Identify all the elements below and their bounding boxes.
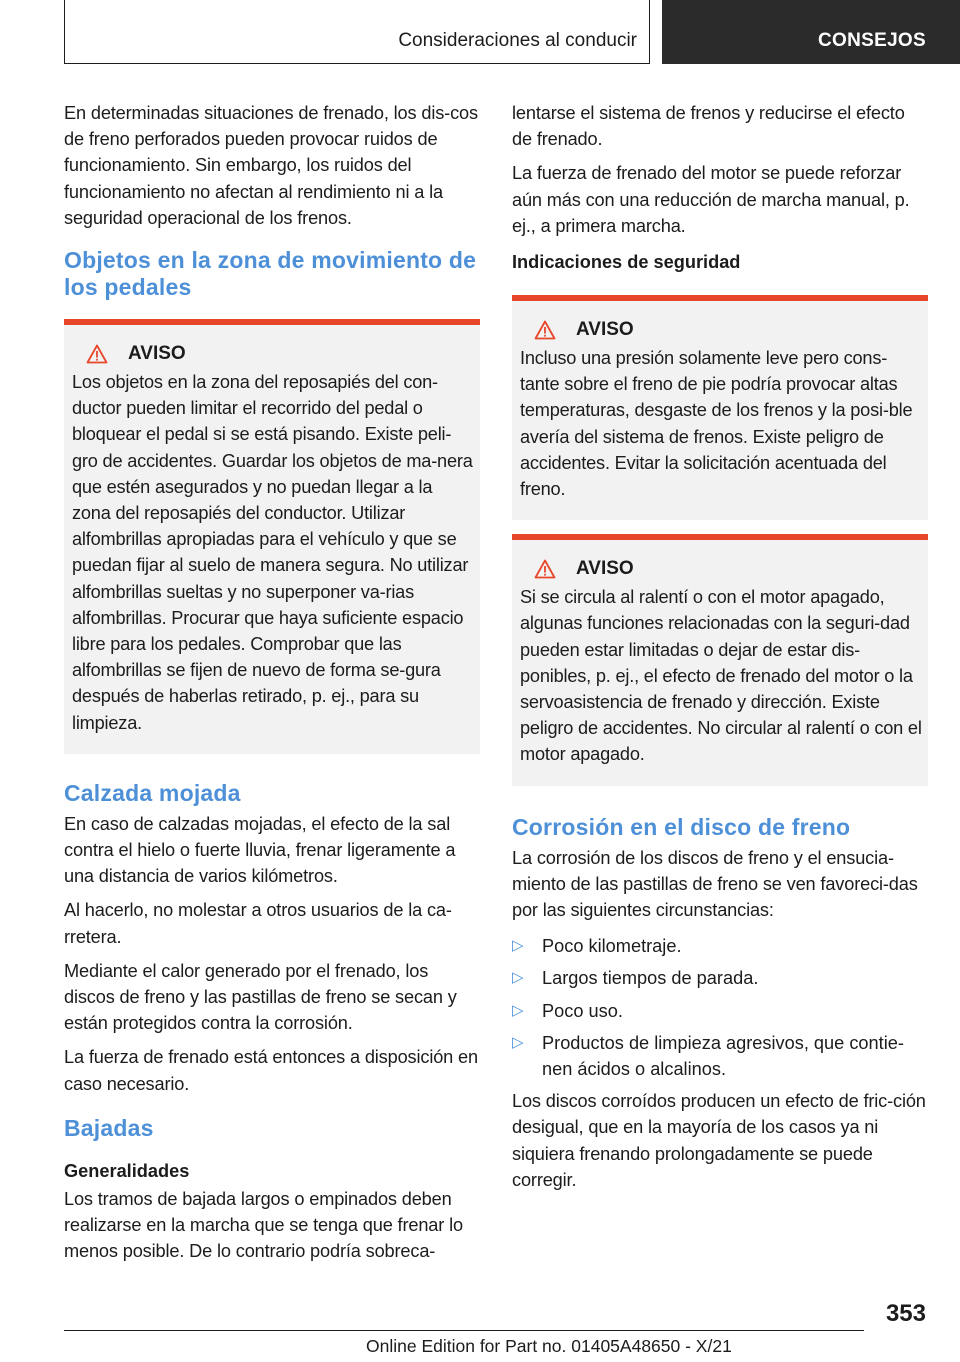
warning-box-ralenti: [512, 534, 928, 785]
list-item: ▷ Productos de limpieza agresivos, que contie-nen ácidos o alcalinos.: [512, 1030, 928, 1082]
warning-box-pedales: [64, 319, 480, 754]
right-column: [512, 100, 928, 1201]
warning-text: Si se circula al ralentí o con el motor apagado, algunas funciones relacionadas con la seguri-dad pueden estar limitadas o dejar de estar dis-ponibles, p. ej., el efecto de frenado del motor o la servoasistencia de frenado y dirección. Existe peligro de accidentes. No circular al ralentí o con el motor apagado.: [520, 587, 922, 765]
subheading-generalidades: Generalidades: [64, 1160, 190, 1181]
mojada-paragraph-3: Mediante el calor generado por el frenado, los discos de freno y las pastillas de freno se secan y están protegidos contra la corrosión.: [64, 960, 457, 1034]
section-title: CONSEJOS: [818, 30, 926, 51]
mojada-paragraph-2: Al hacerlo, no molestar a otros usuarios de la ca-rretera.: [64, 900, 452, 947]
chapter-tab: [64, 0, 650, 64]
warning-header: [72, 343, 474, 365]
list-item: ▷ Poco uso.: [512, 998, 928, 1024]
warning-text: Incluso una presión solamente leve pero cons-tante sobre el freno de pie podría provocar altas temperaturas, desgaste de los frenos y la posi-ble avería del sistema de frenos. Existe peligro de accidentes. Evitar la solicitación acentuada del freno.: [520, 348, 913, 500]
bajadas-paragraph: Los tramos de bajada largos o empinados deben realizarse en la marcha que se tenga que frenar lo menos posible. De lo contrario podría sobreca-: [64, 1188, 463, 1262]
intro-paragraph: En determinadas situaciones de frenado, los dis-cos de freno perforados pueden provocar ruidos de funcionamiento. Sin embargo, los ruidos del funcionamiento no afectan al rendimiento ni a la seguridad operacional de los frenos.: [64, 103, 478, 228]
heading-pedales: Objetos en la zona de movimiento de los pedales: [64, 247, 477, 301]
triangle-bullet-icon: ▷: [512, 1001, 524, 1019]
warning-title: AVISO: [128, 343, 186, 365]
footer-divider: [64, 1330, 864, 1331]
mojada-paragraph-4: La fuerza de frenado está entonces a disposición en caso necesario.: [64, 1047, 478, 1094]
warning-text: Los objetos en la zona del reposapiés del con-ductor pueden limitar el recorrido del pedal o bloquear el pedal si se está pisando. Existe peli-gro de accidentes. Guardar los objetos de ma-nera que estén asegurados y no puedan llegar a la zona del reposapiés del conductor. Utilizar alfombrillas apropiadas para el vehículo y que se puedan fijar al suelo de manera segura. No utilizar alfombrillas sueltas y no superponer va-rias alfombrillas. Procurar que haya suficiente espacio libre para los pedales. Comprobar que las alfombrillas se fijen de nuevo de forma se-gura después de haberlas retirado, p. ej., para su limpieza.: [72, 372, 473, 733]
warning-triangle-icon: [534, 320, 556, 340]
warning-header: [520, 558, 922, 580]
continued-paragraph-1: lentarse el sistema de frenos y reducirse el efecto de frenado.: [512, 103, 905, 150]
triangle-bullet-icon: ▷: [512, 1033, 524, 1051]
corrosion-paragraph-2: Los discos corroídos producen un efecto de fric-ción desigual, que en la mayoría de los casos ya ni siquiera frenando prolongadamente se puede corregir.: [512, 1091, 926, 1190]
warning-triangle-icon: [534, 559, 556, 579]
subheading-seguridad: Indicaciones de seguridad: [512, 252, 741, 273]
warning-triangle-icon: [86, 344, 108, 364]
list-item: ▷ Poco kilometraje.: [512, 933, 928, 959]
page-number: 353: [885, 1300, 926, 1327]
chapter-title: Consideraciones al conducir: [398, 30, 637, 51]
section-tab: [662, 0, 960, 64]
mojada-paragraph-1: En caso de calzadas mojadas, el efecto de la sal contra el hielo o fuerte lluvia, frenar ligeramente a una distancia de varios kilómetros.: [64, 813, 456, 887]
heading-bajadas: Bajadas: [64, 1114, 154, 1141]
corrosion-list: [512, 933, 928, 1082]
warning-title: AVISO: [576, 319, 634, 341]
triangle-bullet-icon: ▷: [512, 937, 524, 955]
warning-box-presion: [512, 295, 928, 520]
list-item: ▷ Largos tiempos de parada.: [512, 965, 928, 991]
heading-corrosion: Corrosión en el disco de freno: [512, 813, 851, 840]
edition-note: Online Edition for Part no. 01405A48650 - X/21: [366, 1336, 732, 1356]
heading-calzada-mojada: Calzada mojada: [64, 779, 241, 806]
triangle-bullet-icon: ▷: [512, 969, 524, 987]
continued-paragraph-2: La fuerza de frenado del motor se puede reforzar aún más con una reducción de marcha manual, p. ej., a primera marcha.: [512, 163, 910, 236]
left-column: [64, 100, 480, 1273]
page-header: [0, 0, 960, 64]
warning-header: [520, 319, 922, 341]
warning-title: AVISO: [576, 558, 634, 580]
corrosion-paragraph-1: La corrosión de los discos de freno y el ensucia-miento de las pastillas de freno se ven favoreci-das por las siguientes circunstancias:: [512, 847, 918, 921]
